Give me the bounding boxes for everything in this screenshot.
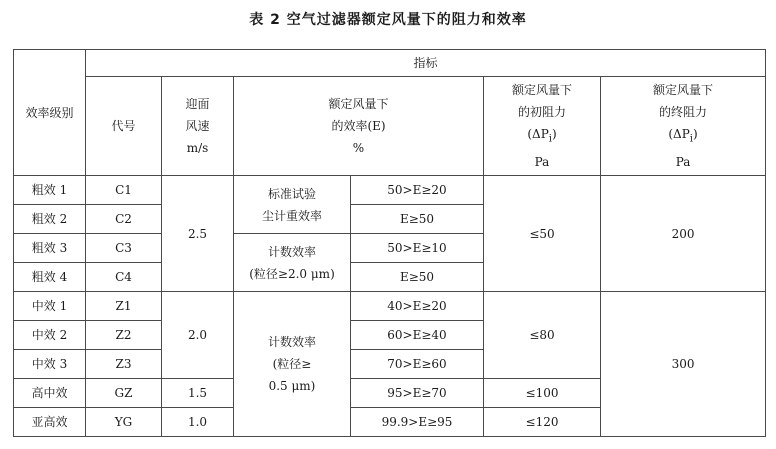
table-row-efficiency: E≥50 (351, 263, 484, 292)
header-code: 代号 (86, 77, 162, 176)
table-row-level: 中效 2 (14, 321, 86, 350)
table-row-efficiency: E≥50 (351, 205, 484, 234)
table-row-efficiency: 50>E≥20 (351, 176, 484, 205)
header-indicators: 指标 (86, 50, 766, 77)
table-row-efficiency: 99.9>E≥95 (351, 408, 484, 437)
header-final-resistance: 额定风量下 的终阻力 $(\Delta P_i)$ Pa (601, 77, 766, 176)
table-row-efficiency: 95>E≥70 (351, 379, 484, 408)
table-row-efficiency: 50>E≥10 (351, 234, 484, 263)
coarse-final-resistance: 200 (601, 176, 766, 292)
medium-method-count: 计数效率 (粒径≥ 0.5 μm) (234, 292, 351, 437)
coarse-method-count: 计数效率 (粒径≥2.0 μm) (234, 234, 351, 292)
table-row-code: C2 (86, 205, 162, 234)
gz-initial-resistance: ≤100 (484, 379, 601, 408)
table-row-level: 粗效 2 (14, 205, 86, 234)
table-row-code: C4 (86, 263, 162, 292)
table-row-level: 粗效 1 (14, 176, 86, 205)
table-row-level: 亚高效 (14, 408, 86, 437)
gz-face-velocity: 1.5 (162, 379, 234, 408)
table-row-level: 中效 3 (14, 350, 86, 379)
table-row-efficiency: 40>E≥20 (351, 292, 484, 321)
header-efficiency-level: 效率级别 (14, 50, 86, 176)
table-row-efficiency: 70>E≥60 (351, 350, 484, 379)
table-row-level: 粗效 3 (14, 234, 86, 263)
header-efficiency: 额定风量下 的效率(E) % (234, 77, 484, 176)
table-row-code: Z3 (86, 350, 162, 379)
table-caption: 表 2 空气过滤器额定风量下的阻力和效率 (249, 12, 527, 28)
coarse-face-velocity: 2.5 (162, 176, 234, 292)
table-row-level: 中效 1 (14, 292, 86, 321)
coarse-initial-resistance: ≤50 (484, 176, 601, 292)
resistance-efficiency-table (13, 49, 766, 437)
table-row-efficiency: 60>E≥40 (351, 321, 484, 350)
medium-initial-resistance: ≤80 (484, 292, 601, 379)
table-row-code: YG (86, 408, 162, 437)
medium-final-resistance: 300 (601, 292, 766, 437)
table-row-code: C1 (86, 176, 162, 205)
header-face-velocity: 迎面 风速 m/s (162, 77, 234, 176)
yg-initial-resistance: ≤120 (484, 408, 601, 437)
header-initial-resistance: 额定风量下 的初阻力 $(\Delta P_i)$ Pa (484, 77, 601, 176)
table-row-code: GZ (86, 379, 162, 408)
table-row-code: Z2 (86, 321, 162, 350)
table-row-level: 粗效 4 (14, 263, 86, 292)
medium-face-velocity: 2.0 (162, 292, 234, 379)
table-row-code: Z1 (86, 292, 162, 321)
table-row-level: 高中效 (14, 379, 86, 408)
table-row-code: C3 (86, 234, 162, 263)
coarse-method-weight: 标准试验 尘计重效率 (234, 176, 351, 234)
yg-face-velocity: 1.0 (162, 408, 234, 437)
